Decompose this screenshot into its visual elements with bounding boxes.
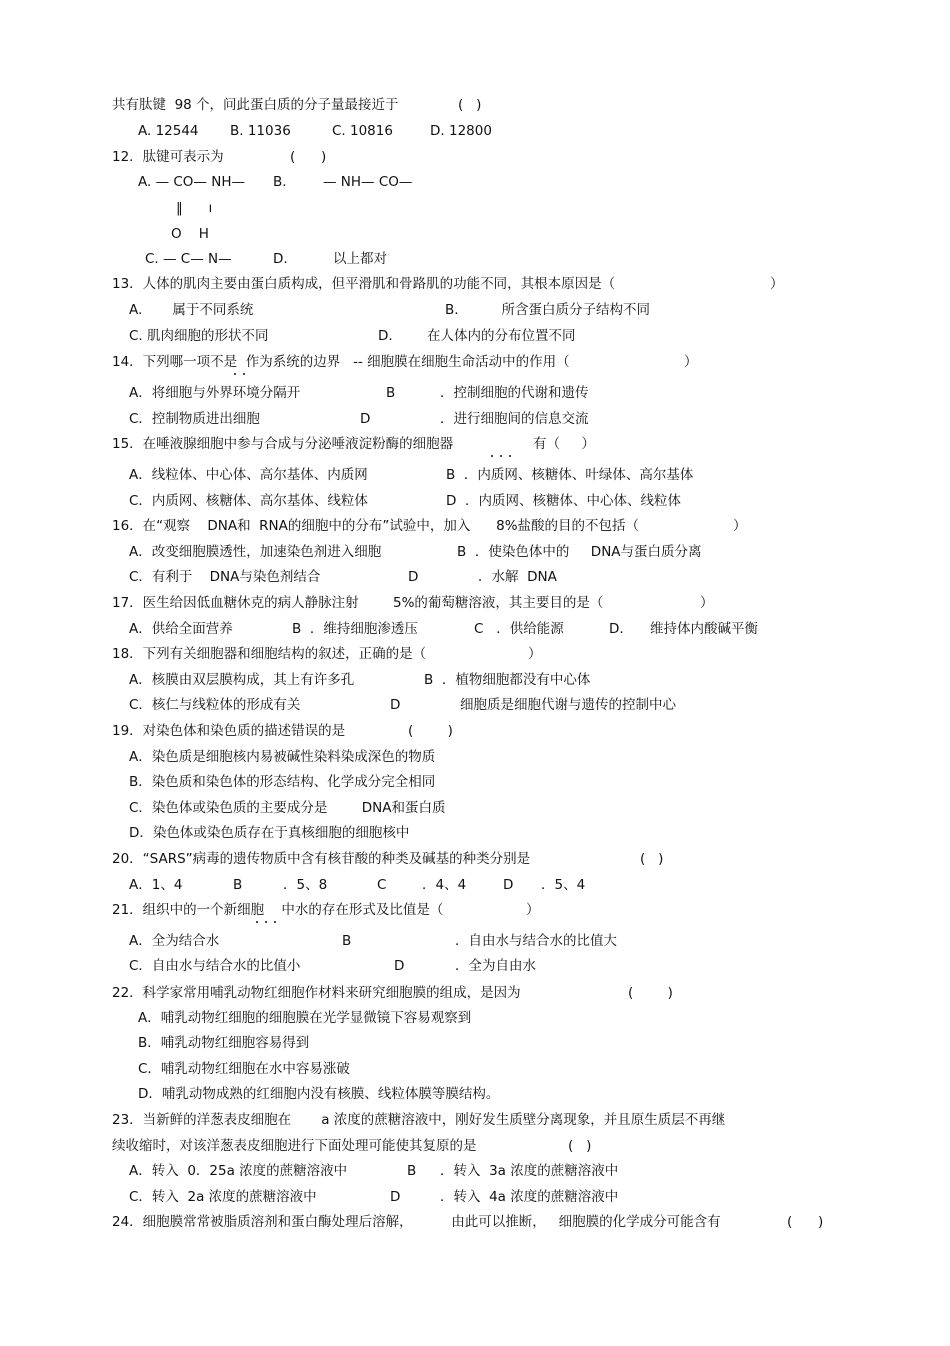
q14-option-d-text: ．进行细胞间的信息交流 (440, 411, 589, 427)
q20-options-row (129, 876, 585, 894)
q11-options-row (138, 122, 492, 140)
q19-option-b: B．染色质和染色体的形态结构、化学成分完全相同 (129, 774, 436, 790)
q23-paren: ( ) (568, 1138, 592, 1154)
q20-option-d-text: ．5、4 (541, 877, 586, 893)
q18-stem-row (112, 645, 542, 663)
q13-stem: 13．人体的肌肉主要由蛋白质构成，但平滑肌和骨路肌的功能不同，其根本原因是（ (112, 276, 616, 292)
q18-option-d: D (390, 697, 401, 713)
q21-options-row-1 (129, 932, 617, 950)
q16-close: ） (733, 518, 747, 534)
q18-stem: 18．下列有关细胞器和细胞结构的叙述，正确的是（ (112, 646, 427, 662)
q23-option-a: A．转入 0．25a 浓度的蔗糖溶液中 (129, 1163, 348, 1179)
emphasis-dots (234, 373, 245, 377)
q14-option-b-text: ．控制细胞的代谢和遗传 (440, 385, 589, 401)
q16-stem-row (112, 517, 747, 535)
q15-options-row-1 (129, 466, 693, 484)
q15-option-d: D ．内质网、核糖体、中心体、线粒体 (446, 493, 681, 509)
q20-stem-row (112, 850, 663, 868)
q12-option-a: A. — CO— NH— (138, 174, 245, 190)
q16-option-a: A．改变细胞膜透性，加速染色剂进入细胞 (129, 544, 382, 560)
q12-option-b-formula: — NH— CO— (323, 174, 413, 190)
q19-option-c: C．染色体或染色质的主要成分是 DNA和蛋白质 (129, 800, 446, 816)
q22-stem: 22．科学家常用哺乳动物红细胞作材料来研究细胞膜的组成，是因为 (112, 985, 521, 1001)
q16-stem: 16．在“观察 DNA和 RNA的细胞中的分布”试验中，加入 8%盐酸的目的不包括（ (112, 518, 640, 534)
q23-option-d: D (390, 1189, 401, 1205)
q11-option-c: C. 10816 (332, 123, 393, 139)
q21-options-row-2 (129, 957, 536, 975)
q23-stem-cont: 续收缩时，对该洋葱表皮细胞进行下面处理可能使其复原的是 (112, 1138, 477, 1154)
q14-close: ） (684, 354, 698, 370)
q12-options-row-2 (145, 250, 387, 268)
q22-option-d: D．哺乳动物成熟的红细胞内没有核膜、线粒体膜等膜结构。 (138, 1086, 500, 1102)
q22-stem-row (112, 984, 673, 1002)
q20-option-c: C (377, 877, 387, 893)
q21-option-b: B (342, 933, 352, 949)
emphasis-dots (256, 921, 276, 925)
q11-stem: 共有肽键 98 个，问此蛋白质的分子量最接近于 (112, 97, 399, 113)
q16-options-row-1 (129, 543, 702, 561)
q18-close: ） (528, 646, 542, 662)
q15-options-row-2 (129, 492, 681, 510)
q21-option-d: D (394, 958, 405, 974)
q23-stem-row-2 (112, 1137, 591, 1155)
q14-option-a: A．将细胞与外界环境分隔开 (129, 385, 301, 401)
q15-option-b: B ．内质网、核糖体、叶绿体、高尔基体 (446, 467, 694, 483)
q24-stem-row (112, 1213, 823, 1231)
q15-stem-row (112, 435, 595, 453)
q13-options-row-1 (129, 301, 650, 319)
q18-options-row-2 (129, 696, 676, 714)
q12-stem-row (112, 148, 326, 166)
q19-option-d: D．染色体或染色质存在于真核细胞的细胞核中 (129, 825, 410, 841)
q20-paren: ( ) (640, 851, 664, 867)
q16-option-b: B ．使染色体中的 DNA与蛋白质分离 (457, 544, 702, 560)
q12-stem: 12．肽键可表示为 (112, 149, 224, 165)
q21-option-a: A．全为结合水 (129, 933, 220, 949)
q12-bond-atoms: O H (171, 226, 209, 242)
q22-option-c: C．哺乳动物红细胞在水中容易涨破 (138, 1061, 350, 1077)
q24-stem: 24．细胞膜常常被脂质溶剂和蛋白酶处理后溶解， 由此可以推断， 细胞膜的化学成分可能含有 (112, 1214, 721, 1230)
q14-stem-row (112, 353, 698, 371)
q12-bond-lines: ‖ ı (176, 200, 213, 216)
q15-tail: 有（ ） (533, 436, 595, 452)
q11-stem-row (112, 96, 481, 114)
q17-stem: 17．医生给因低血糖休克的病人静脉注射 5%的葡萄糖溶液，其主要目的是（ (112, 595, 604, 611)
q21-option-c: C．自由水与结合水的比值小 (129, 958, 301, 974)
q12-paren: ( ) (290, 149, 327, 165)
q17-option-a: A．供给全面营养 (129, 621, 233, 637)
q11-option-d: D. 12800 (430, 123, 492, 139)
q12-option-c: C. — C— N— (145, 251, 232, 267)
q17-options-row (129, 620, 758, 638)
q22-option-a: A．哺乳动物红细胞的细胞膜在光学显微镜下容易观察到 (138, 1010, 472, 1026)
q12-options-row-1 (138, 173, 412, 191)
q14-option-d: D (360, 411, 371, 427)
emphasis-dots (491, 455, 511, 459)
q13-option-d: D. 在人体内的分布位置不同 (378, 328, 576, 344)
q12-option-b: B. (273, 174, 287, 190)
q23-options-row-1 (129, 1162, 618, 1180)
q16-options-row-2 (129, 568, 557, 586)
q20-option-c-text: ．4、4 (422, 877, 467, 893)
q15-option-c: C．内质网、核糖体、高尔基体、线粒体 (129, 493, 368, 509)
q11-option-a: A. 12544 (138, 123, 199, 139)
q22-paren: ( ) (628, 985, 673, 1001)
q24-paren: ( ) (787, 1214, 824, 1230)
q12-option-d: D. (273, 251, 288, 267)
q18-option-c: C．核仁与线粒体的形成有关 (129, 697, 301, 713)
q21-option-d-text: ．全为自由水 (455, 958, 536, 974)
q13-options-row-2 (129, 327, 576, 345)
q14-options-row-1 (129, 384, 589, 402)
q14-option-b: B (386, 385, 396, 401)
q20-option-b: B (233, 877, 243, 893)
q23-option-b: B (407, 1163, 417, 1179)
q13-option-a: A. 属于不同系统 (129, 302, 254, 318)
q16-option-c: C．有利于 DNA与染色剂结合 (129, 569, 321, 585)
q16-option-d: D (408, 569, 419, 585)
q23-options-row-2 (129, 1188, 618, 1206)
q19-stem: 19．对染色体和染色质的描述错误的是 (112, 723, 346, 739)
q20-stem: 20．“SARS”病毒的遗传物质中含有核苷酸的种类及碱基的种类分别是 (112, 851, 531, 867)
q16-option-d-text: ．水解 DNA (478, 569, 557, 585)
q18-option-d-text: 细胞质是细胞代谢与遗传的控制中心 (460, 697, 676, 713)
q14-option-c: C．控制物质进出细胞 (129, 411, 260, 427)
q21-option-b-text: ．自由水与结合水的比值大 (455, 933, 617, 949)
q19-option-a: A．染色质是细胞核内易被碱性染料染成深色的物质 (129, 749, 436, 765)
q22-option-b: B．哺乳动物红细胞容易得到 (138, 1035, 310, 1051)
q17-stem-row (112, 594, 714, 612)
q20-option-d: D (503, 877, 514, 893)
q17-option-d: D． 维持体内酸碱平衡 (609, 621, 759, 637)
q23-option-c: C．转入 2a 浓度的蔗糖溶液中 (129, 1189, 317, 1205)
q18-option-b: B ．植物细胞都没有中心体 (424, 672, 591, 688)
q21-stem: 21．组织中的一个新细胞 中水的存在形式及比值是（ (112, 902, 444, 918)
q17-option-c: C ．供给能源 (474, 621, 564, 637)
q11-paren: ( ) (458, 97, 482, 113)
q17-option-b: B ．维持细胞渗透压 (292, 621, 418, 637)
q11-option-b: B. 11036 (230, 123, 291, 139)
q23-option-d-text: ．转入 4a 浓度的蔗糖溶液中 (440, 1189, 619, 1205)
q13-close: ） (770, 276, 784, 292)
q13-stem-row (112, 275, 784, 293)
q18-option-a: A．核膜由双层膜构成，其上有许多孔 (129, 672, 355, 688)
q21-close: ） (526, 902, 540, 918)
q20-option-a: A．1、4 (129, 877, 183, 893)
q13-option-c: C. 肌肉细胞的形状不同 (129, 328, 269, 344)
q19-stem-row (112, 722, 453, 740)
q20-option-b-text: ．5、8 (283, 877, 328, 893)
q15-option-a: A．线粒体、中心体、高尔基体、内质网 (129, 467, 368, 483)
q19-paren: ( ) (408, 723, 453, 739)
q21-stem-row (112, 901, 540, 919)
q15-stem: 15．在唾液腺细胞中参与合成与分泌唾液淀粉酶的细胞器 (112, 436, 454, 452)
q14-options-row-2 (129, 410, 589, 428)
q17-close: ） (700, 595, 714, 611)
q13-option-b: B. 所含蛋白质分子结构不同 (445, 302, 650, 318)
q14-stem: 14．下列哪一项不是 作为系统的边界 -- 细胞膜在细胞生命活动中的作用（ (112, 354, 570, 370)
q23-stem: 23．当新鲜的洋葱表皮细胞在 a 浓度的蔗糖溶液中，刚好发生质壁分离现象，并且原生质层不再继 (112, 1112, 726, 1128)
q23-option-b-text: ．转入 3a 浓度的蔗糖溶液中 (440, 1163, 619, 1179)
q18-options-row-1 (129, 671, 590, 689)
q12-option-d-text: 以上都对 (333, 251, 387, 267)
